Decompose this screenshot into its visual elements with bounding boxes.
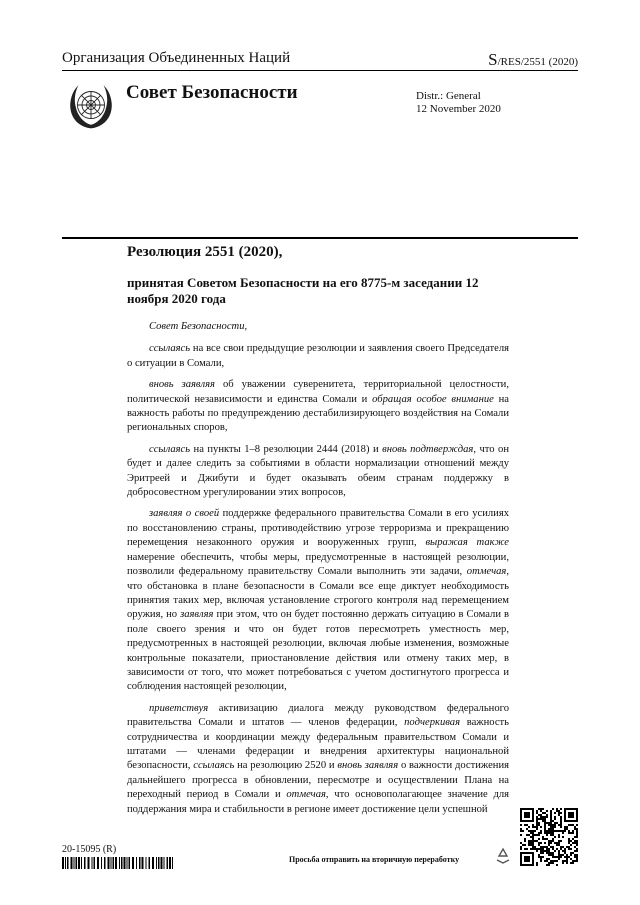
distribution-block xyxy=(416,90,501,116)
paragraph-text: о важности достижения дальнейшего прогресса в обновлении, пересмотре и осуществлении Плана на переходный период в Сомали и xyxy=(127,760,510,801)
emphasis-text: ссылаясь xyxy=(193,760,235,772)
council-name: Совет Безопасности xyxy=(126,82,298,103)
resolution-paragraph xyxy=(127,342,509,371)
paragraph-text: намерение обеспечить, чтобы меры, предусмотренные в настоящей резолюции, позволили федеральному правительству Сомали выполнить эти задачи, xyxy=(127,551,509,578)
issue-date: 12 November 2020 xyxy=(416,103,501,115)
resolution-paragraph xyxy=(127,320,509,334)
organization-name: Организация Объединенных Наций xyxy=(62,50,291,66)
emphasis-text: отмечая xyxy=(466,566,507,578)
qr-code-icon xyxy=(520,808,578,866)
document-number: 20-15095 (R) xyxy=(62,844,117,855)
emphasis-text: ссылаясь xyxy=(149,443,191,455)
emphasis-text: заявляя xyxy=(180,609,214,621)
barcode-icon xyxy=(62,857,174,869)
emphasis-text: выражая также xyxy=(425,537,509,549)
paragraph-text: на важность работы по предупреждению дестабилизирующего воздействия на Сомали региональных споров, xyxy=(127,393,509,434)
resolution-paragraph xyxy=(127,378,509,436)
un-emblem-icon xyxy=(64,78,118,132)
paragraph-text: , что основополагающее значение для поддержания мира и стабильности в регионе имеет достижение цели успешной xyxy=(127,789,510,815)
emphasis-text: вновь заявляя xyxy=(337,760,399,772)
resolution-title: Резолюция 2551 (2020), xyxy=(127,244,283,260)
paragraph-text: важность сотрудничества и координации между федеральным правительством Сомали и штатами — членами федерации и внедрения архитектуры национальной безопасности, xyxy=(127,717,509,772)
paragraph-text: при этом, что он будет постоянно держать ситуацию в Сомали в поле своего зрения и что он будет готов пересмотреть уместность мер, предусмотренных в настоящей резолюции, включая любые изменения, возможные контрольные показатели, приостановление действия или отмену таких мер, в зависимости от того, что может потребоваться с учетом достигнутого прогресса и соблюдения настоящей резолюции, xyxy=(127,609,509,693)
paragraph-text: об уважении суверенитета, территориальной целостности, политической независимости и единства Сомали и xyxy=(127,379,509,405)
emphasis-text: подчеркивая xyxy=(404,717,460,729)
emphasis-text: обращая особое внимание xyxy=(372,393,494,405)
emphasis-text: приветствуя xyxy=(149,702,209,714)
emphasis-text: ссылаясь xyxy=(149,343,191,355)
header-rule xyxy=(62,70,578,71)
emphasis-text: отмечая xyxy=(286,789,326,801)
paragraph-text: на пункты 1–8 резолюции 2444 (2018) и xyxy=(190,443,383,455)
symbol-rest: /RES/2551 (2020) xyxy=(497,56,578,68)
recycle-icon xyxy=(493,846,513,866)
resolution-paragraph xyxy=(127,702,509,817)
paragraph-text: поддержке федерального правительства Сомали в его усилиях по восстановлению страны, противодействию угрозе терроризма и прекращению перемещения незаконного оружия и вооруженных групп, xyxy=(127,508,509,549)
document-symbol xyxy=(488,50,578,70)
paragraph-text: на резолюцию 2520 и xyxy=(234,760,338,772)
emphasis-text: Совет Безопасности, xyxy=(149,321,248,332)
resolution-paragraph xyxy=(127,507,509,694)
resolution-body xyxy=(127,320,509,824)
emphasis-text: заявляя о своей xyxy=(149,508,220,520)
emphasis-text: вновь подтверждая xyxy=(382,443,474,455)
title-rule xyxy=(62,237,578,239)
resolution-subtitle: принятая Советом Безопасности на его 8775-м заседании 12 ноября 2020 года xyxy=(127,275,479,306)
resolution-paragraph xyxy=(127,443,509,501)
emphasis-text: вновь заявляя xyxy=(149,379,215,391)
distribution-label: Distr.: General xyxy=(416,90,481,102)
symbol-prefix: S xyxy=(488,50,498,69)
recycle-notice: Просьба отправить на вторичную переработку xyxy=(289,855,460,864)
paragraph-text: на все свои предыдущие резолюции и заявления своего Председателя о ситуации в Сомали, xyxy=(127,343,509,369)
paragraph-text: , что обстановка в плане безопасности в Сомали все еще диктует необходимость принятия таких мер, включая установление строгого контроля над перемещением оружия, но xyxy=(127,566,509,621)
paragraph-text: активизацию диалога между руководством федерального правительства Сомали и штатов — членов федерации, xyxy=(127,702,509,729)
paragraph-text: , что он будет и далее следить за событиями в области нормализации отношений между Эритреей и Джибути и будет оказывать обеим странам поддержку в добросовестном урегулировании этих вопросов, xyxy=(127,443,509,499)
